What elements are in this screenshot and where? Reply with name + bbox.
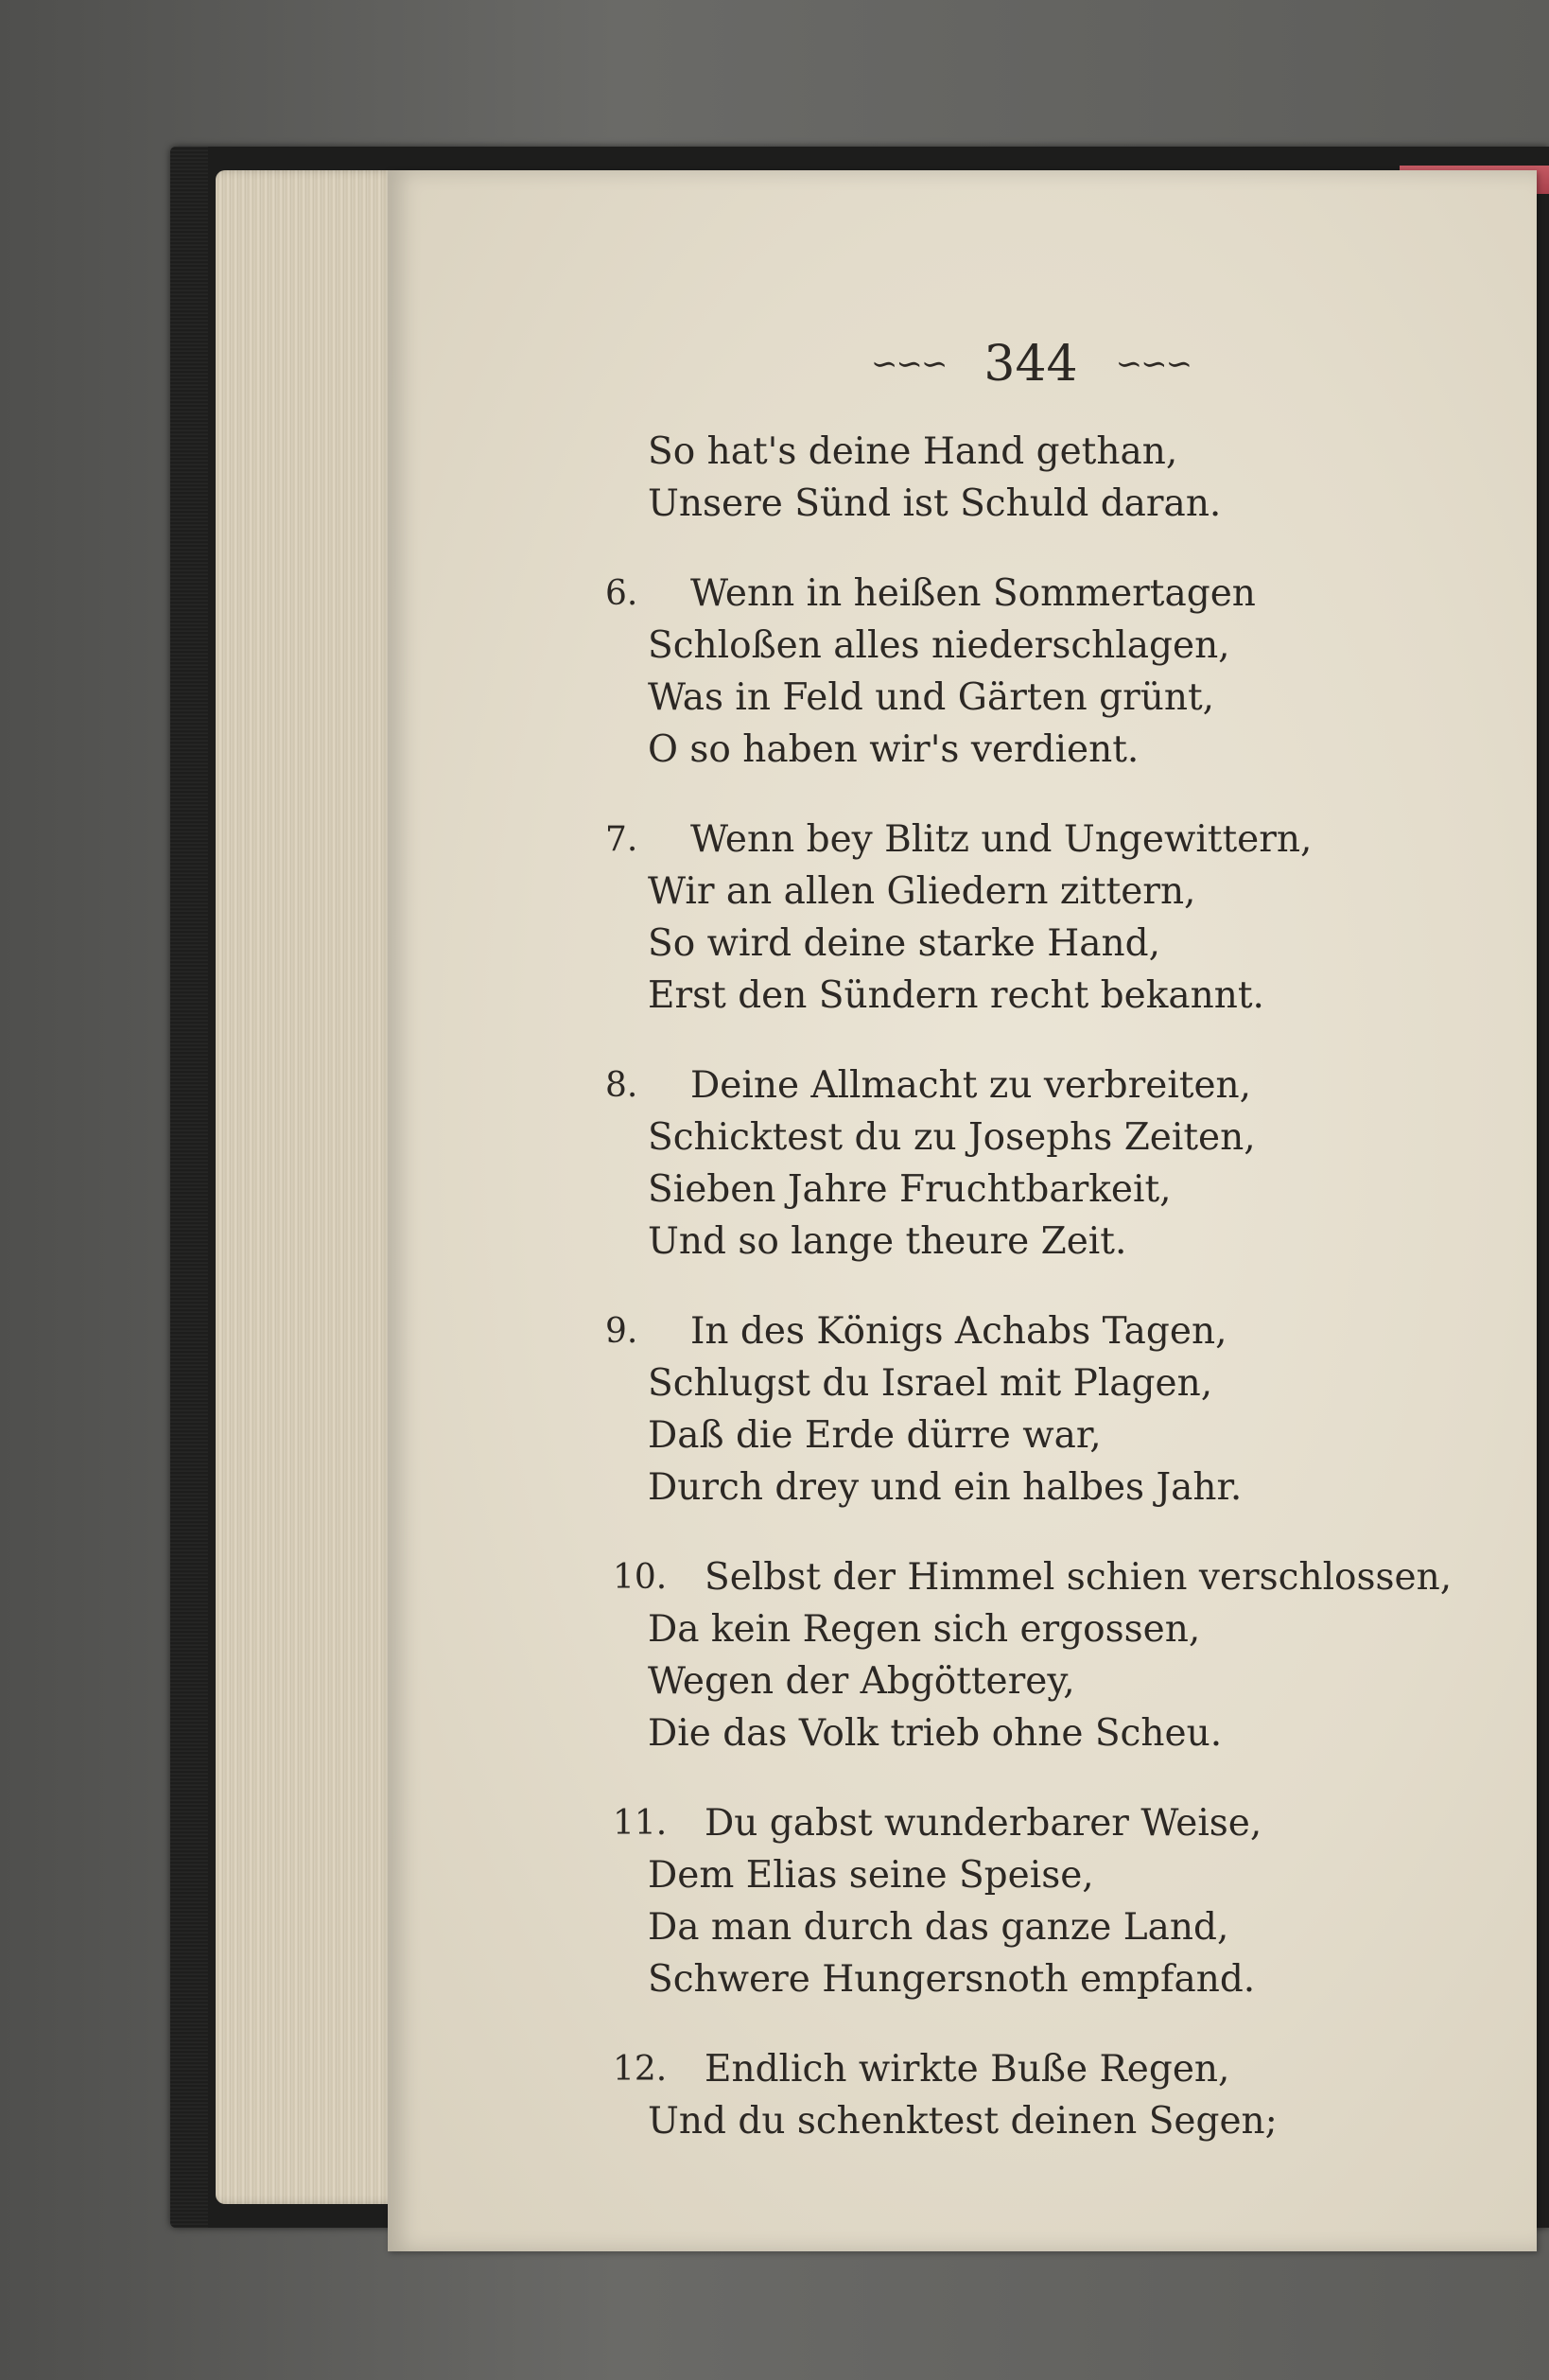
verse-line: Durch drey und ein halbes Jahr. bbox=[648, 1466, 1243, 1509]
stanza-number: 10. bbox=[613, 1558, 668, 1597]
verse-line bbox=[605, 2043, 1475, 2095]
book-spine-cloth bbox=[170, 147, 208, 2228]
stanza-number: 11. bbox=[613, 1804, 668, 1843]
verse-line-text: In des Königs Achabs Tagen, bbox=[690, 1310, 1227, 1353]
stanza-number: 9. bbox=[605, 1312, 638, 1351]
stanza-number: 12. bbox=[613, 2050, 668, 2089]
verse-line-text: Deine Allmacht zu verbreiten, bbox=[690, 1064, 1252, 1107]
header-ornament-right: ∽∽∽ bbox=[1115, 345, 1192, 383]
stanza-11 bbox=[605, 1797, 1475, 2005]
stanza-number: 8. bbox=[605, 1066, 638, 1105]
verse-line: Dem Elias seine Speise, bbox=[648, 1854, 1094, 1897]
verse-line: Daß die Erde dürre war, bbox=[648, 1414, 1102, 1457]
verse-line: Wir an allen Gliedern zittern, bbox=[648, 870, 1196, 913]
verse-line-text: Selbst der Himmel schien verschlossen, bbox=[705, 1556, 1453, 1599]
verse-line bbox=[605, 1059, 1475, 1111]
header-ornament-left: ∽∽∽ bbox=[870, 345, 947, 383]
verse-line bbox=[605, 568, 1475, 620]
verse-line: Die das Volk trieb ohne Scheu. bbox=[648, 1712, 1223, 1755]
stanza-12 bbox=[605, 2043, 1475, 2147]
page-edges bbox=[216, 170, 405, 2204]
verse-line-text: Endlich wirkte Buße Regen, bbox=[705, 2048, 1230, 2091]
verse-line-text: Du gabst wunderbarer Weise, bbox=[705, 1802, 1262, 1845]
verse-line: Und so lange theure Zeit. bbox=[648, 1220, 1127, 1263]
verse-line: Was in Feld und Gärten grünt, bbox=[648, 676, 1215, 719]
verse-line: So hat's deine Hand gethan, bbox=[648, 430, 1178, 473]
verse-line: Schwere Hungersnoth empfand. bbox=[648, 1958, 1256, 2001]
verse-line: Schicktest du zu Josephs Zeiten, bbox=[648, 1116, 1256, 1159]
stanza-9 bbox=[605, 1305, 1475, 1514]
verse-line bbox=[605, 1551, 1475, 1603]
stanza-6 bbox=[605, 568, 1475, 776]
verse-line-text: Wenn bey Blitz und Ungewittern, bbox=[690, 818, 1313, 861]
verse-line: Schloßen alles niederschlagen, bbox=[648, 624, 1230, 667]
verse-line: Erst den Sündern recht bekannt. bbox=[648, 974, 1264, 1017]
hymn-text bbox=[605, 426, 1475, 2185]
verse-line: Und du schenktest deinen Segen; bbox=[648, 2100, 1278, 2143]
stanza-number: 6. bbox=[605, 574, 638, 613]
stanza-10 bbox=[605, 1551, 1475, 1759]
page-number: 344 bbox=[983, 336, 1078, 393]
stanza-7 bbox=[605, 814, 1475, 1022]
stanza-continuation bbox=[605, 426, 1475, 530]
verse-line-text: Wenn in heißen Sommertagen bbox=[690, 572, 1256, 615]
stanza-number: 7. bbox=[605, 820, 638, 859]
verse-line: Unsere Sünd ist Schuld daran. bbox=[648, 482, 1222, 525]
verse-line: Da man durch das ganze Land, bbox=[648, 1906, 1229, 1949]
verse-line: Wegen der Abgötterey, bbox=[648, 1660, 1075, 1703]
verse-line bbox=[605, 1797, 1475, 1849]
verse-line: So wird deine starke Hand, bbox=[648, 922, 1161, 965]
verse-line bbox=[605, 814, 1475, 866]
verse-line: O so haben wir's verdient. bbox=[648, 728, 1140, 771]
verse-line: Sieben Jahre Fruchtbarkeit, bbox=[648, 1168, 1172, 1211]
verse-line: Da kein Regen sich ergossen, bbox=[648, 1608, 1201, 1651]
page-header bbox=[851, 331, 1210, 397]
verse-line bbox=[605, 1305, 1475, 1357]
stanza-8 bbox=[605, 1059, 1475, 1268]
verse-line: Schlugst du Israel mit Plagen, bbox=[648, 1362, 1213, 1405]
